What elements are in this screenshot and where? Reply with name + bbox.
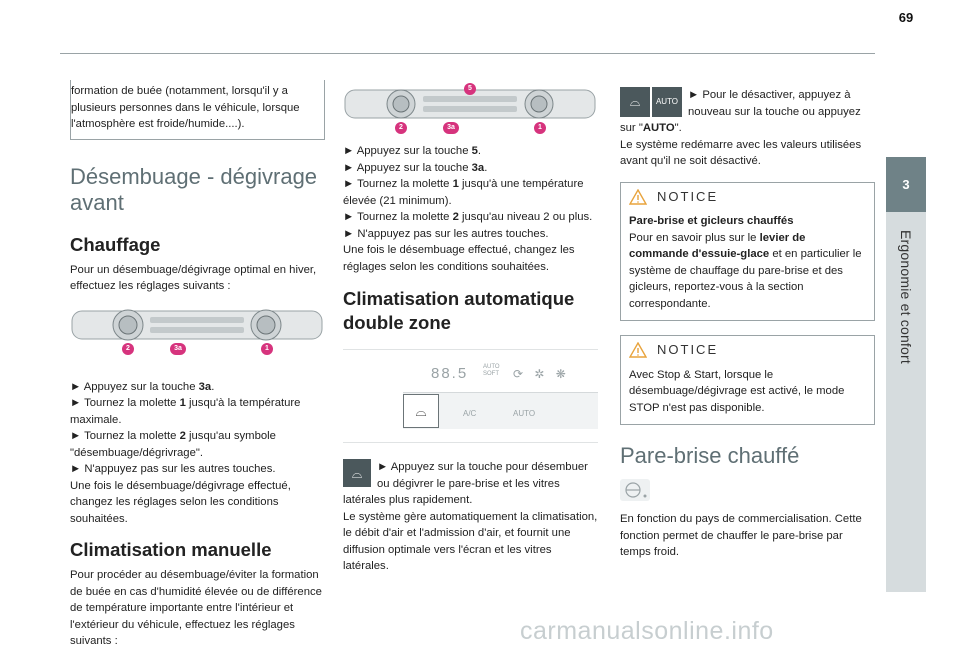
heating-steps (70, 379, 325, 528)
chapter-title (886, 212, 926, 382)
press-instructions (343, 459, 598, 575)
callout-2: 2 (122, 343, 134, 355)
step: ► N'appuyez pas sur les autres touches. (70, 463, 276, 475)
heated-windscreen-icon (620, 479, 650, 501)
notice-title: NOTICE (657, 342, 719, 357)
callout-5: 5 (464, 83, 476, 95)
control-panel-illustration (70, 303, 325, 363)
notice-title: NOTICE (657, 188, 719, 204)
deactivate-text: Pour le désactiver, appuyez à nouveau sur la touche ou appuyez sur " (620, 89, 861, 134)
top-divider (60, 53, 875, 54)
auto-button[interactable]: AUTO (513, 409, 536, 418)
fan-icons: ⟳ ✲ ❋ (513, 367, 570, 381)
deactivate-bold: AUTO (642, 122, 675, 134)
heating-intro: Pour un désembuage/dégivrage optimal en hiver, effectuez les réglages suivants : (70, 263, 317, 292)
callout-1: 1 (261, 343, 273, 355)
after-steps-text: Une fois le désembuage/dégivrage effectué, changez les réglages selon les conditions souhaitées. (70, 479, 291, 525)
step: ► Tournez la molette 1 jusqu'à une température élevée (21 minimum). (343, 178, 584, 207)
step: ► Tournez la molette 1 jusqu'à la température maximale. (70, 397, 301, 426)
notice-text: Avec Stop & Start, lorsque le désembuage/dégivrage est activé, le mode STOP n'est pas disponible. (629, 368, 845, 414)
chapter-tab-number[interactable]: 3 (886, 157, 926, 212)
heated-text: En fonction du pays de commercialisation. Cette fonction permet de chauffer le pare-brise par temps froid. (620, 513, 862, 558)
step: ► Tournez la molette 2 jusqu'au symbole "désembuage/dégrivrage". (70, 430, 276, 459)
section-title-heated-windscreen: Pare-brise chauffé (620, 443, 800, 468)
control-panel-figure (70, 303, 325, 363)
notice-box-2 (620, 335, 875, 425)
step: ► Appuyez sur la touche 3a. (343, 161, 488, 174)
temp-display: 88.5 (431, 365, 469, 382)
defrost-icon: ⌓ (343, 459, 371, 487)
intro-box (70, 80, 325, 140)
heading-climatisation-auto: Climatisation automatique double zone (343, 288, 575, 333)
warning-icon (629, 189, 647, 205)
restart-text: Le système redémarre avec les valeurs utilisées avant qu'il ne soit désactivé. (620, 138, 862, 167)
after-steps-text: Une fois le désembuage effectué, changez les réglages selon les conditions souhaitées. (343, 244, 575, 273)
press-bullet: ► (377, 461, 389, 473)
warning-icon (629, 342, 647, 358)
system-text: Le système gère automatiquement la climatisation, le débit d'air et l'admission d'air, et fournit une diffusion optimale vers l'écran et les vitres latérales. (343, 510, 598, 572)
notice-box-1 (620, 182, 875, 322)
column-2 (343, 80, 598, 575)
step: ► Appuyez sur la touche 5. (343, 145, 482, 157)
section-title-defrost: Désembuage - dégivrage avant (70, 163, 318, 215)
heading-chauffage: Chauffage (70, 233, 161, 255)
step: ► Appuyez sur la touche 3a. (70, 380, 215, 393)
chapter-title-text: Ergonomie et confort (898, 230, 914, 364)
notice-heading: Pare-brise et gicleurs chauffés (629, 215, 794, 227)
callout-3a: 3a (443, 122, 459, 134)
defrost-icon: ⌓ (620, 87, 650, 117)
page-number: 69 (898, 10, 914, 25)
step: ► Tournez la molette 2 jusqu'au niveau 2 ou plus. (343, 211, 593, 223)
defrost-button[interactable]: ⌓ (403, 394, 439, 428)
manual-steps (343, 143, 598, 275)
step: ► N'appuyez pas sur les autres touches. (343, 227, 549, 240)
ac-button[interactable]: A/C (463, 409, 477, 418)
auto-icon: AUTO (652, 87, 682, 117)
auto-soft-indicator: AUTO SOFT (483, 364, 500, 377)
column-3: ⌓ AUTO ► Pour le désactiver, appuyez à nouveau sur la touche ou appuyez sur "AUTO". Le système redémarre avec les valeurs utilisées avant qu'il ne soit désactivé. NOTICE Pare-brise et gicleurs chauffés Pour en savoir plus sur le levier de commande d'essuie-glace et en particulier le système de chauffage du pare-brise et des gicleurs, reportez-vous à la section correspondante. NOTICE Avec Stop & Start, lorsque le désembuage/dégivrage est activé, le mode STOP n'est pas disponible. Pare-brise chauffé En fonction du pays de commercialisation. Cette fonction permet de chauffer le pare-brise par temps froid. (620, 80, 875, 561)
callout-1: 1 (534, 122, 546, 134)
manual-panel-figure (343, 80, 598, 135)
press-text: Appuyez sur la touche pour désembuer ou dégivrer le pare-brise et les vitres latérales plus rapidement. (343, 461, 588, 506)
callout-3a: 3a (170, 343, 186, 355)
notice-text: Pour en savoir plus sur le levier de commande d'essuie-glace et en particulier le système de chauffage du pare-brise et des gicleurs, reportez-vous à la section correspondante. (629, 231, 862, 310)
auto-panel-figure (343, 349, 598, 443)
intro-text: formation de buée (notamment, lorsqu'il y a plusieurs personnes dans le véhicule, lorsque l'atmosphère est froide/humide....). (71, 85, 300, 130)
heading-climatisation-manuelle: Climatisation manuelle (70, 539, 272, 560)
footer-watermark: carmanualsonline.info (520, 617, 774, 645)
manual-text: Pour procéder au désembuage/éviter la formation de buée en cas d'humidité élevée ou de différence de température importante entre l'intérieur et l'extérieur du véhicule, effectuez les réglages suivants : (70, 569, 322, 647)
column-1 (70, 80, 325, 650)
callout-2: 2 (395, 122, 407, 134)
deactivate-bullet: ► (688, 89, 700, 101)
